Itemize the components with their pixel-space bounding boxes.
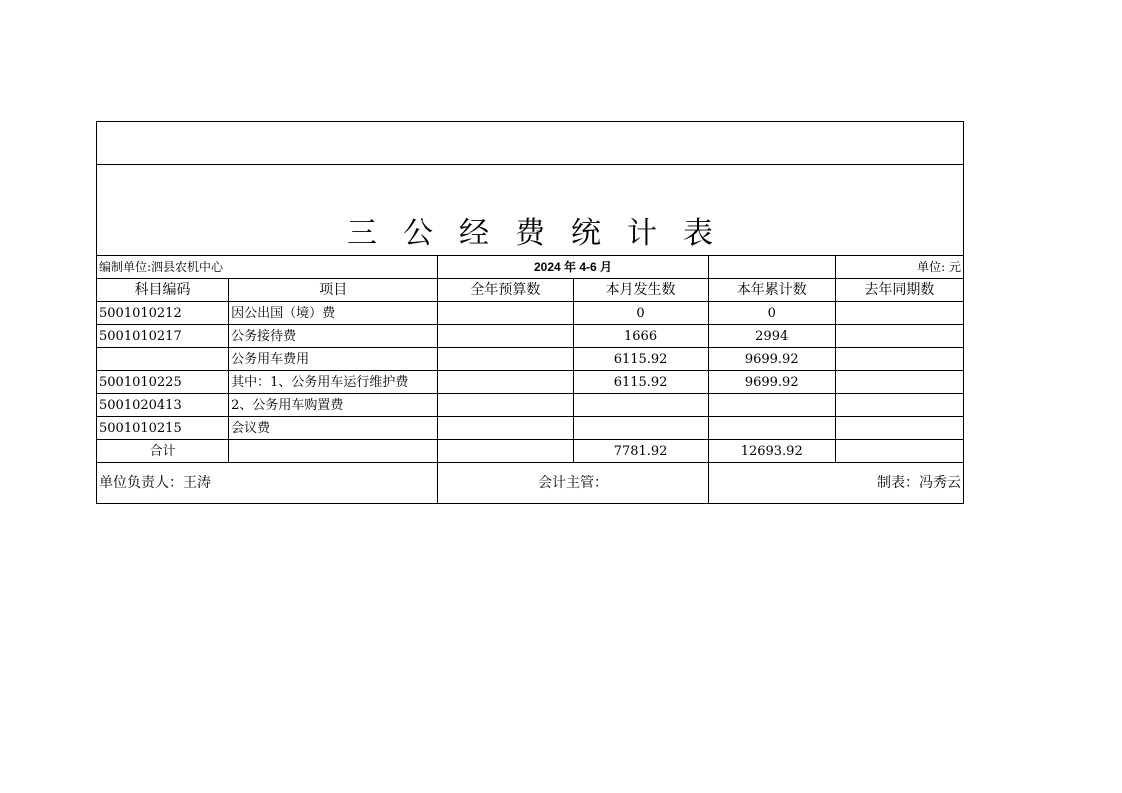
item-cell: 公务用车费用 <box>229 348 438 371</box>
last-year-cell <box>835 325 963 348</box>
compiler-label: 编制单位:泗县农机中心 <box>97 256 438 279</box>
last-year-cell <box>835 440 963 463</box>
budget-cell <box>438 417 573 440</box>
total-label: 合计 <box>97 440 229 463</box>
budget-cell <box>438 394 573 417</box>
ytd-cell: 9699.92 <box>708 348 835 371</box>
ytd-cell: 9699.92 <box>708 371 835 394</box>
title-row <box>97 165 964 256</box>
ytd-cell: 2994 <box>708 325 835 348</box>
unit-label: 单位: 元 <box>835 256 963 279</box>
ytd-cell <box>708 394 835 417</box>
meta-empty-cell <box>708 256 835 279</box>
total-ytd-cell: 12693.92 <box>708 440 835 463</box>
page-title: 三公经费统计表 <box>347 216 739 251</box>
header-cell: 去年同期数 <box>835 279 963 302</box>
blank-row <box>97 122 964 165</box>
last-year-cell <box>835 417 963 440</box>
month-cell <box>573 394 708 417</box>
accounting-supervisor: 会计主管： <box>438 463 708 504</box>
item-cell: 2、公务用车购置费 <box>229 394 438 417</box>
header-cell: 项目 <box>229 279 438 302</box>
budget-cell <box>438 302 573 325</box>
table-row <box>97 394 964 417</box>
code-cell: 5001020413 <box>97 394 229 417</box>
code-cell <box>97 348 229 371</box>
header-cell: 全年预算数 <box>438 279 573 302</box>
total-month-cell: 7781.92 <box>573 440 708 463</box>
month-cell <box>573 417 708 440</box>
expense-table <box>96 121 964 504</box>
budget-cell <box>438 440 573 463</box>
ytd-cell <box>708 417 835 440</box>
code-cell: 5001010212 <box>97 302 229 325</box>
item-cell <box>229 440 438 463</box>
budget-cell <box>438 371 573 394</box>
table-row <box>97 325 964 348</box>
header-cell: 科目编码 <box>97 279 229 302</box>
code-cell: 5001010217 <box>97 325 229 348</box>
blank-cell <box>97 122 964 165</box>
month-cell: 6115.92 <box>573 371 708 394</box>
month-cell: 1666 <box>573 325 708 348</box>
period-label: 2024 年 4-6 月 <box>438 256 708 279</box>
item-cell: 公务接待费 <box>229 325 438 348</box>
table-row <box>97 348 964 371</box>
meta-row <box>97 256 964 279</box>
signature-row <box>97 463 964 504</box>
responsible-person: 单位负责人：王涛 <box>97 463 438 504</box>
item-cell: 因公出国（境）费 <box>229 302 438 325</box>
header-cell: 本年累计数 <box>708 279 835 302</box>
budget-cell <box>438 348 573 371</box>
header-row <box>97 279 964 302</box>
month-cell: 0 <box>573 302 708 325</box>
code-cell: 5001010215 <box>97 417 229 440</box>
last-year-cell <box>835 394 963 417</box>
last-year-cell <box>835 302 963 325</box>
month-cell: 6115.92 <box>573 348 708 371</box>
total-row <box>97 440 964 463</box>
table-row <box>97 417 964 440</box>
last-year-cell <box>835 348 963 371</box>
preparer: 制表：冯秀云 <box>708 463 963 504</box>
ytd-cell: 0 <box>708 302 835 325</box>
item-cell: 会议费 <box>229 417 438 440</box>
item-cell: 其中：1、公务用车运行维护费 <box>229 371 438 394</box>
table-row <box>97 371 964 394</box>
last-year-cell <box>835 371 963 394</box>
budget-cell <box>438 325 573 348</box>
table-row <box>97 302 964 325</box>
code-cell: 5001010225 <box>97 371 229 394</box>
title-cell <box>97 165 964 256</box>
header-cell: 本月发生数 <box>573 279 708 302</box>
